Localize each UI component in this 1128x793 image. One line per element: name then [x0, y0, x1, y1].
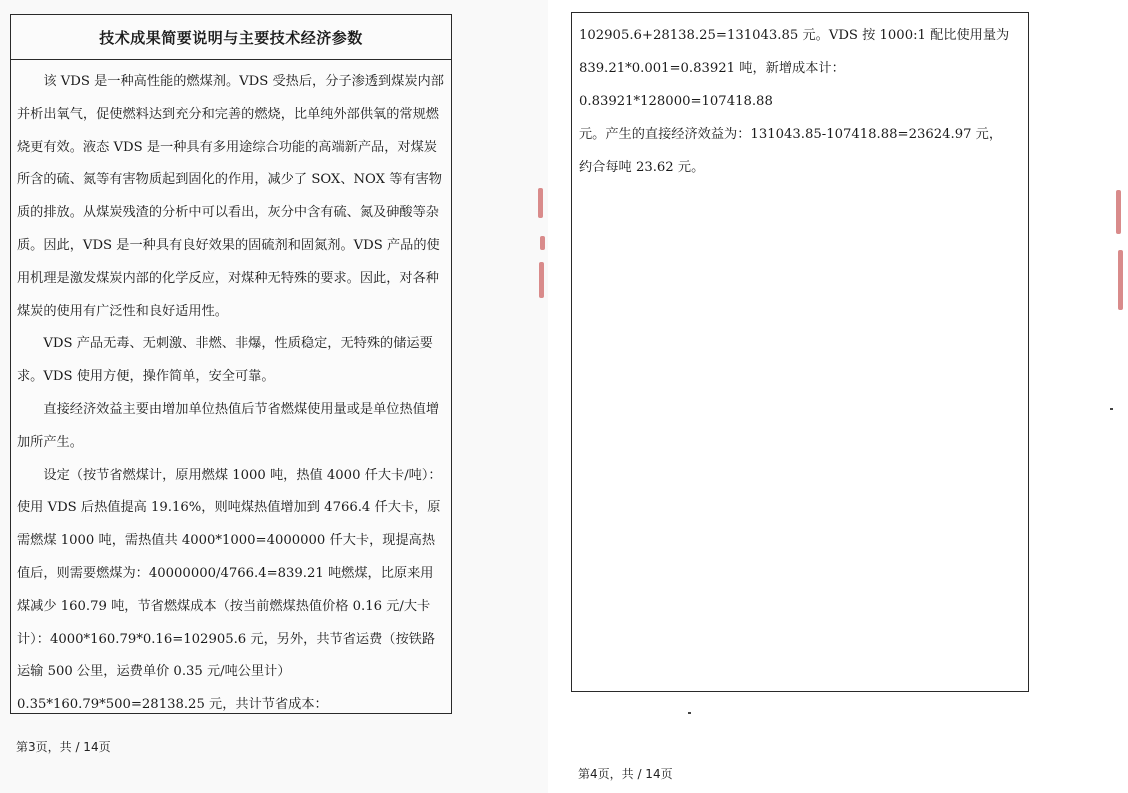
scan-speck — [1110, 408, 1113, 410]
paragraph-vds-intro: 该 VDS 是一种高性能的燃煤剂。VDS 受热后，分子渗透到煤炭内部并析出氧气，促使燃料达到充分和完善的燃烧，比单纯外部供氧的常规燃烧更有效。液态 VDS 是一种具有多用途综合功能的高端新产品，对煤炭所含的硫、氮等有害物质起到固化的作用，减少了 SOX、NOX 等有害物质的排放。从煤炭残渣的分析中可以看出，灰分中含有硫、氮及砷酸等杂质。因此，VDS 是一种具有良好效果的固硫剂和固氮剂。VDS 产品的使用机理是激发煤炭内部的化学反应，对煤种无特殊的要求。因此，对各种煤炭的使用有广泛性和良好适用性。 — [17, 74, 444, 319]
section-body — [11, 60, 451, 722]
page-number: 第3页，共 / 14页 — [16, 740, 111, 754]
paragraph-vds-safety: VDS 产品无毒、无刺激、非燃、非爆，性质稳定，无特殊的储运要求。VDS 使用方便，操作简单，安全可靠。 — [17, 336, 433, 385]
section-title: 技术成果简要说明与主要技术经济参数 — [11, 15, 451, 60]
text-line: 元。产生的直接经济效益为：131043.85-107418.88=23624.97 元， — [579, 127, 1003, 142]
content-box — [10, 14, 452, 714]
seal-fragment — [539, 262, 544, 298]
text-line: 约合每吨 23.62 元。 — [579, 160, 705, 175]
page-4 — [548, 0, 1128, 793]
content-box — [571, 12, 1029, 692]
section-body — [572, 13, 1028, 184]
text-line: 102905.6+28138.25=131043.85 元。VDS 按 1000:1 配比使用量为 — [579, 28, 1010, 43]
seal-fragment — [538, 188, 543, 218]
scan-speck — [688, 712, 691, 714]
paragraph-economic-benefit: 直接经济效益主要由增加单位热值后节省燃煤使用量或是单位热值增加所产生。 — [17, 401, 440, 450]
text-line: 839.21*0.001=0.83921 吨，新增成本计：0.83921*128000=107418.88 — [579, 61, 845, 109]
seal-fragment — [1118, 250, 1123, 310]
paragraph-calculation: 设定（按节省燃煤计，原用燃煤 1000 吨，热值 4000 仟大卡/吨）：使用 VDS 后热值提高 19.16%，则吨煤热值增加到 4766.4 仟大卡，原需燃煤 1000 吨，需热值共 4000*1000=4000000 仟大卡，现提高热值后，则需要燃煤为：40000000/4766.4=839.21 吨燃煤，比原来用煤减少 160.79 吨，节省燃煤成本（按当前燃煤热值价格 0.16 元/大卡计）：4000*160.79*0.16=102905.6 元，另外，共节省运费（按铁路运输 500 公里，运费单价 0.35 元/吨公里计） — [17, 467, 442, 680]
seal-fragment — [1116, 190, 1121, 234]
seal-fragment — [540, 236, 545, 250]
paragraph-calculation-total: 0.35*160.79*500=28138.25 元，共计节省成本： — [17, 697, 328, 713]
page-number: 第4页，共 / 14页 — [578, 767, 673, 781]
page-3 — [0, 0, 548, 793]
